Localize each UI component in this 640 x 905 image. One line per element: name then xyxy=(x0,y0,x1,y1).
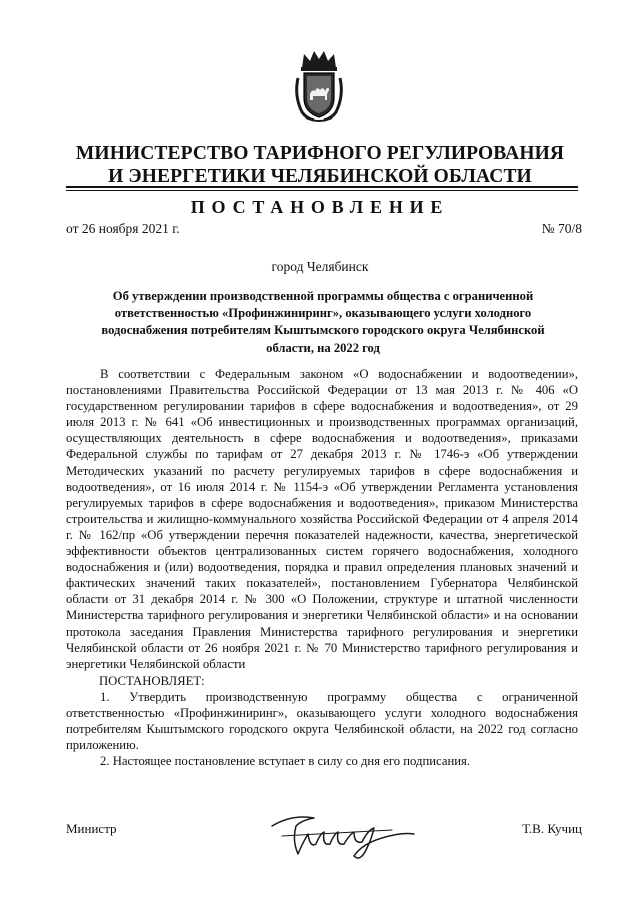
document-body xyxy=(66,366,578,769)
header-divider-thick xyxy=(66,186,578,188)
signatory-title: Министр xyxy=(66,821,117,836)
handwritten-signature xyxy=(262,804,422,866)
coat-of-arms-emblem xyxy=(292,48,346,124)
signatory-name: Т.В. Кучиц xyxy=(522,821,582,836)
header-divider-thin xyxy=(66,190,578,191)
document-type: ПОСТАНОВЛЕНИЕ xyxy=(190,197,450,217)
preamble-paragraph: В соответствии с Федеральным законом «О водоснабжении и водоотведении», постановлениями Правительства Российской Федерации от 13 мая 2013 г. № 406 «О государственном регулировании тарифов в сфере водоснабжения и водоотведения», от 29 июля 2013 г. № 641 «Об инвестиционных и производственных программах организаций, осуществляющих деятельность в сфере водоснабжения и водоотведения», приказами Федеральной службы по тарифам от 27 декабря 2013 г. № 1746-э «Об утверждении Методических указаний по расчету регулируемых тарифов в сфере водоснабжения и водоотведения», от 16 июля 2014 г. № 1154-э «Об утверждении Регламента установления регулируемых тарифов в сфере водоснабжения и водоотведения», приказом Министерства строительства и жилищно-коммунального хозяйства Российской Федерации от 4 апреля 2014 г. № 162/пр «Об утверждении перечня показателей надежности, качества, энергетической эффективности объектов централизованных систем горячего водоснабжения, холодного водоснабжения и (или) водоотведения, порядка и правил определения плановых значений и фактических значений таких показателей», постановлением Губернатора Челябинской области от 31 декабря 2014 г. № 300 «О Положении, структуре и штатной численности Министерства тарифного регулирования и энергетики Челябинской области» и на основании протокола заседания Правления Министерства тарифного регулирования и энергетики Челябинской области от 26 ноября 2021 г. № 70 Министерство тарифного регулирования и энергетики Челябинской области xyxy=(66,367,578,671)
document-number: № 70/8 xyxy=(541,221,582,236)
ministry-name xyxy=(0,142,640,188)
document-title: Об утверждении производственной программы общества с ограниченной ответственностью «Профинжиниринг», оказывающего услуги холодного водоснабжения потребителям Кыштымского городского округа Челябинской области, на 2022 год xyxy=(101,289,545,355)
ministry-name-line-2: И ЭНЕРГЕТИКИ ЧЕЛЯБИНСКОЙ ОБЛАСТИ xyxy=(108,166,532,187)
ministry-name-line-1: МИНИСТЕРСТВО ТАРИФНОГО РЕГУЛИРОВАНИЯ xyxy=(75,143,565,164)
resolves-heading: ПОСТАНОВЛЯЕТ: xyxy=(99,673,205,688)
resolution-item-2: 2. Настоящее постановление вступает в силу со дня его подписания. xyxy=(100,754,471,769)
document-date: от 26 ноября 2021 г. xyxy=(66,221,180,236)
resolution-item-1: 1. Утвердить производственную программу общества с ограниченной ответственностью «Профинжиниринг», оказывающего услуги холодного водоснабжения потребителям Кыштымского городского округа Челябинской области, на 2022 год согласно приложению. xyxy=(66,689,578,753)
document-city: город Челябинск xyxy=(271,259,369,274)
